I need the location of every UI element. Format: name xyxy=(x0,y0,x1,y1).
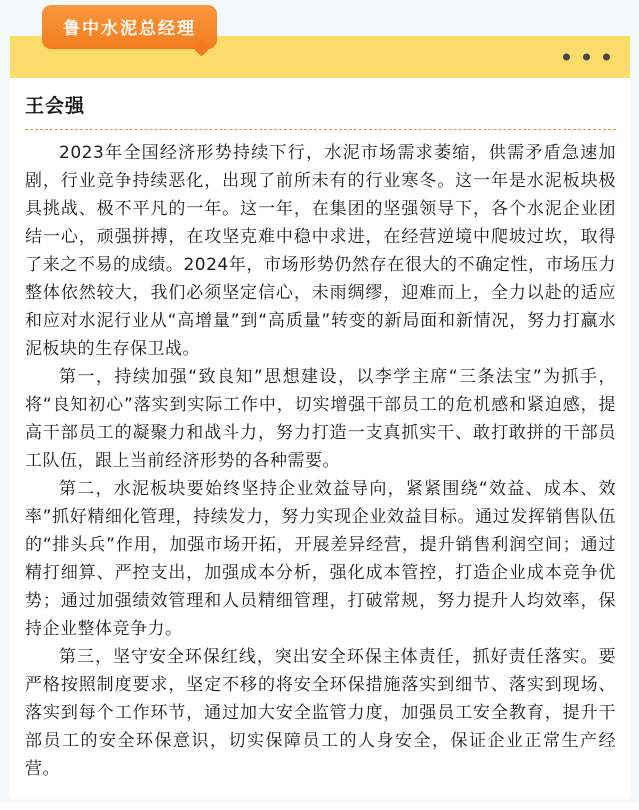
article-body xyxy=(25,130,616,783)
role-badge-label: 鲁中水泥总经理 xyxy=(63,19,196,39)
dot xyxy=(583,54,590,61)
card-content xyxy=(10,78,630,799)
paragraph-2: 第一，持续加强“致良知”思想建设，以李学主席“三条法宝”为抓手，将“良知初心”落实到实际工作中，切实增强干部员工的危机感和紧迫感，提高干部员工的凝聚力和战斗力，努力打造一支真抓实干、敢打敢拼的干部员工队伍，跟上当前经济形势的各种需要。 xyxy=(25,367,616,471)
paragraph-1: 2023年全国经济形势持续下行，水泥市场需求萎缩，供需矛盾急速加剧，行业竞争持续恶化，出现了前所未有的行业寒冬。这一年是水泥板块极具挑战、极不平凡的一年。这一年，在集团的坚强领导下，各个水泥企业团结一心，顽强拼搏，在攻坚克难中稳中求进，在经营逆境中爬坡过坎，取得了来之不易的成绩。2024年，市场形势仍然存在很大的不确定性，市场压力整体依然较大，我们必须坚定信心，未雨绸缪，迎难而上，全力以赴的适应和应对水泥行业从“高增量”到“高质量”转变的新局面和新情况，努力打赢水泥板块的生存保卫战。 xyxy=(25,143,616,359)
more-options-icon[interactable] xyxy=(561,50,612,65)
dot xyxy=(603,54,610,61)
paragraph-3: 第二，水泥板块要始终坚持企业效益导向，紧紧围绕“效益、成本、效率”抓好精细化管理，持续发力，努力实现企业效益目标。通过发挥销售队伍的“排头兵”作用，加强市场开拓，开展差异经营，提升销售利润空间；通过精打细算、严控支出，加强成本分析，强化成本管控，打造企业成本竞争优势；通过加强绩效管理和人员精细管理，打破常规，努力提升人均效率，保持企业整体竞争力。 xyxy=(25,479,616,639)
paragraph-4: 第三，坚守安全环保红线，突出安全环保主体责任，抓好责任落实。要严格按照制度要求，坚定不移的将安全环保措施落实到细节、落实到现场、落实到每个工作环节，通过加大安全监管力度，加强员工安全教育，提升干部员工的安全环保意识，切实保障员工的人身安全，保证企业正常生产经营。 xyxy=(25,647,616,779)
author-name: 王会强 xyxy=(25,95,86,117)
article-card xyxy=(10,36,630,799)
next-card-edge xyxy=(0,802,639,810)
role-badge xyxy=(42,5,217,49)
dot xyxy=(563,54,570,61)
